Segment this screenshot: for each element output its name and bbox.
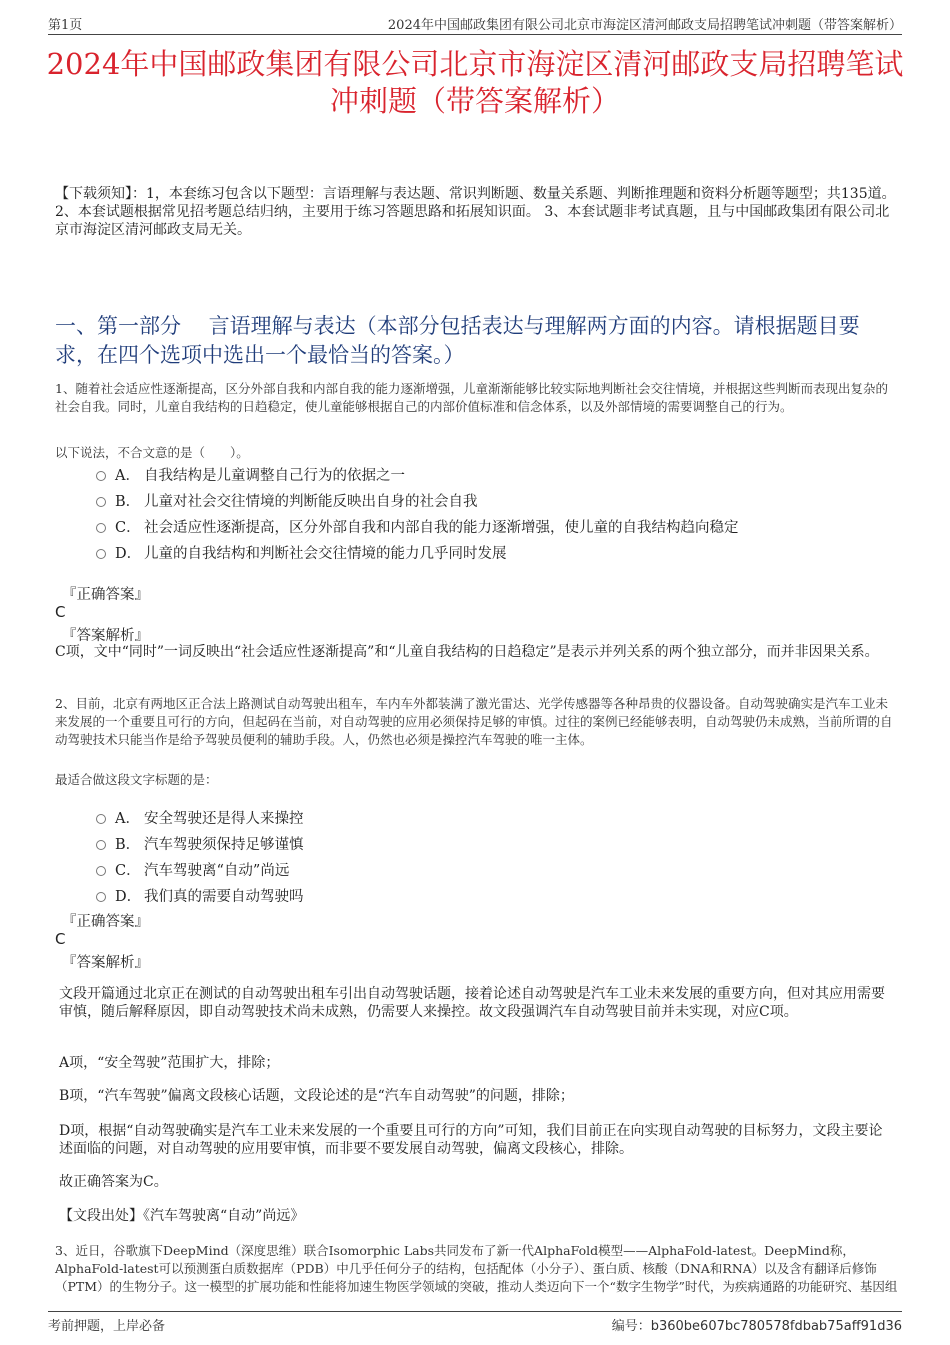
option-text: 我们真的需要自动驾驶吗 bbox=[144, 889, 304, 905]
document-code-label: 编号： bbox=[611, 1319, 651, 1334]
question-1-analysis: C项，文中“同时”一词反映出“社会适应性逐渐提高”和“儿童自我结构的日趋稳定”是表示并列关系的两个独立部分，而并非因果关系。 bbox=[55, 644, 879, 660]
section-title: 一、第一部分 言语理解与表达（本部分包括表达与理解两方面的内容。请根据题目要求，在四个选项中选出一个最恰当的答案。） bbox=[55, 314, 860, 367]
question-2-analysis-paragraph: B项，“汽车驾驶”偏离文段核心话题，文段论述的是“汽车自动驾驶”的问题，排除； bbox=[59, 1088, 574, 1104]
option-text: 儿童的自我结构和判断社会交往情境的能力几乎同时发展 bbox=[144, 546, 507, 562]
question-2-options bbox=[96, 805, 896, 909]
option-key: D． bbox=[115, 546, 142, 562]
question-1-answer: C bbox=[55, 603, 66, 621]
analysis-label: 『答案解析』 bbox=[62, 955, 149, 971]
question-2-stem: 最适合做这段文字标题的是： bbox=[55, 772, 218, 787]
option-b[interactable] bbox=[96, 488, 896, 514]
question-1-text: 1、随着社会适应性逐渐提高，区分外部自我和内部自我的能力逐渐增强，儿童渐渐能够比较实际地判断社会交往情境，并根据这些判断而表现出复杂的社会自我。同时，儿童自我结构的日趋稳定，使儿童能够根据自己的内部价值标准和信念体系，以及外部情境的需要调整自己的行为。 bbox=[55, 381, 888, 414]
question-1-options bbox=[96, 462, 896, 566]
option-text: 汽车驾驶须保持足够谨慎 bbox=[144, 837, 304, 853]
option-text: 安全驾驶还是得人来操控 bbox=[144, 811, 304, 827]
option-key: C． bbox=[115, 863, 141, 879]
radio-icon[interactable] bbox=[96, 866, 106, 876]
radio-icon[interactable] bbox=[96, 840, 106, 850]
option-c[interactable] bbox=[96, 514, 896, 540]
option-key: A． bbox=[115, 468, 140, 484]
option-text: 儿童对社会交往情境的判断能反映出自身的社会自我 bbox=[144, 494, 478, 510]
analysis-label: 『答案解析』 bbox=[62, 628, 149, 644]
answer-label: 『正确答案』 bbox=[62, 587, 149, 603]
question-2-analysis-paragraph: 故正确答案为C。 bbox=[59, 1174, 168, 1190]
document-title: 2024年中国邮政集团有限公司北京市海淀区清河邮政支局招聘笔试冲刺题（带答案解析） bbox=[46, 47, 904, 118]
page-number: 第1页 bbox=[48, 18, 83, 33]
header-doc-title: 2024年中国邮政集团有限公司北京市海淀区清河邮政支局招聘笔试冲刺题（带答案解析） bbox=[387, 18, 902, 33]
question-2-analysis-paragraph: A项，“安全驾驶”范围扩大，排除； bbox=[59, 1055, 280, 1071]
option-key: D． bbox=[115, 889, 142, 905]
radio-icon[interactable] bbox=[96, 497, 106, 507]
question-2-source: 【文段出处】《汽车驾驶离“自动”尚远》 bbox=[59, 1208, 305, 1224]
option-key: A． bbox=[115, 811, 140, 827]
option-a[interactable] bbox=[96, 805, 896, 831]
option-text: 汽车驾驶离“自动”尚远 bbox=[144, 863, 290, 879]
question-3-text: 3、近日，谷歌旗下DeepMind（深度思维）联合Isomorphic Labs共同发布了新一代AlphaFold模型——AlphaFold-latest。DeepMind称，AlphaFold-latest可以预测蛋白质数据库（PDB）中几乎任何分子的结构，包括配体（小分子）、蛋白质、核酸（DNA和RNA）以及含有翻译后修饰（PTM）的生物分子。这一模型的扩展功能和性能将加速生物医学领域的突破，推动人类迈向下一个“数字生物学”时代，为疾病通路的功能研究、基因组 bbox=[55, 1243, 898, 1294]
radio-icon[interactable] bbox=[96, 549, 106, 559]
radio-icon[interactable] bbox=[96, 471, 106, 481]
option-key: C． bbox=[115, 520, 141, 536]
option-b[interactable] bbox=[96, 831, 896, 857]
option-key: B． bbox=[115, 837, 141, 853]
option-a[interactable] bbox=[96, 462, 896, 488]
option-key: B． bbox=[115, 494, 141, 510]
radio-icon[interactable] bbox=[96, 892, 106, 902]
radio-icon[interactable] bbox=[96, 814, 106, 824]
footer-slogan: 考前押题，上岸必备 bbox=[48, 1319, 166, 1334]
radio-icon[interactable] bbox=[96, 523, 106, 533]
question-1-stem: 以下说法，不合文意的是（ ）。 bbox=[55, 445, 249, 460]
option-text: 自我结构是儿童调整自己行为的依据之一 bbox=[144, 468, 405, 484]
option-d[interactable] bbox=[96, 540, 896, 566]
question-2-analysis-paragraph: D项，根据“自动驾驶确实是汽车工业未来发展的一个重要且可行的方向”可知，我们目前正在向实现自动驾驶的目标努力，文段主要论述面临的问题，对自动驾驶的应用要审慎，而非要不要发展自动驾驶，偏离文段核心，排除。 bbox=[59, 1123, 883, 1157]
option-text: 社会适应性逐渐提高，区分外部自我和内部自我的能力逐渐增强，使儿童的自我结构趋向稳定 bbox=[144, 520, 739, 536]
download-notice: 【下载须知】：1，本套练习包含以下题型：言语理解与表达题、常识判断题、数量关系题、判断推理题和资料分析题等题型；共135道。 2、本套试题根据常见招考题总结归纳，主要用于练习答题思路和拓展知识面。 3、本套试题非考试真题，且与中国邮政集团有限公司北京市海淀区清河邮政支局无关。 bbox=[55, 186, 896, 238]
option-d[interactable] bbox=[96, 883, 896, 909]
answer-label: 『正确答案』 bbox=[62, 914, 149, 930]
question-2-text: 2、目前，北京有两地区正合法上路测试自动驾驶出租车，车内车外都装满了激光雷达、光学传感器等各种昂贵的仪器设备。自动驾驶确实是汽车工业未来发展的一个重要且可行的方向，但起码在当前，对自动驾驶的应用必须保持足够的审慎。过往的案例已经能够表明，自动驾驶仍未成熟，当前所谓的自动驾驶技术只能当作是给予驾驶员便利的辅助手段。人，仍然也必须是操控汽车驾驶的唯一主体。 bbox=[55, 696, 893, 747]
document-code-value: b360be607bc780578fdbab75aff91d36 bbox=[650, 1319, 902, 1334]
option-c[interactable] bbox=[96, 857, 896, 883]
page-header bbox=[48, 14, 902, 35]
question-2-answer: C bbox=[55, 930, 66, 948]
question-2-analysis-paragraph: 文段开篇通过北京正在测试的自动驾驶出租车引出自动驾驶话题，接着论述自动驾驶是汽车工业未来发展的重要方向，但对其应用需要审慎，随后解释原因，即自动驾驶技术尚未成熟，仍需要人来操控。故文段强调汽车自动驾驶目前并未实现，对应C项。 bbox=[59, 986, 885, 1020]
document-code bbox=[612, 1315, 902, 1334]
page-footer bbox=[48, 1311, 902, 1334]
